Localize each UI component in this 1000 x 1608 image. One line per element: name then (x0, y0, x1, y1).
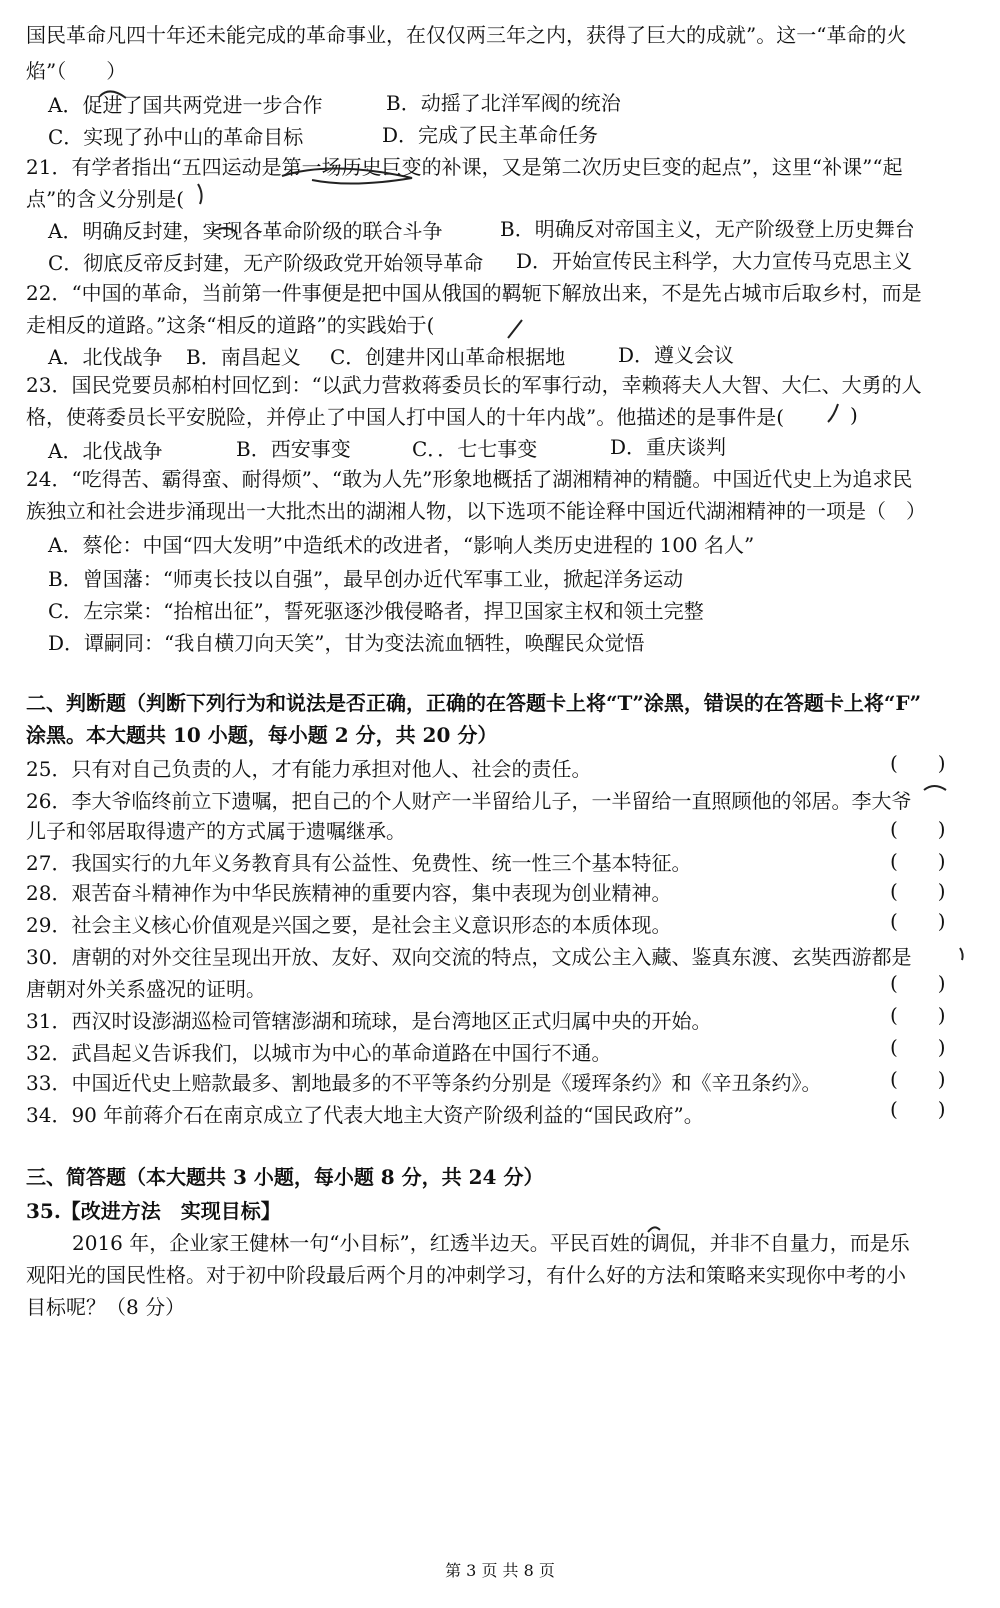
q30-answer-paren: ( ) (890, 971, 946, 995)
q31-text: 31．西汉时设澎湖巡检司管辖澎湖和琉球，是台湾地区正式归属中央的开始。 (26, 1009, 712, 1033)
q33-answer-paren: ( ) (890, 1067, 946, 1091)
pen-mark-q35 (648, 1227, 660, 1232)
q23-paren-close: ) (850, 403, 858, 427)
q35-title: 35.【改进方法 实现目标】 (26, 1199, 281, 1223)
q24-option-c: C．左宗棠：“抬棺出征”，誓死驱逐沙俄侵略者，捍卫国家主权和领土完整 (48, 599, 704, 623)
q26-text-line2: 儿子和邻居取得遗产的方式属于遗嘱继承。 (26, 819, 406, 843)
pen-mark-q21 (282, 168, 412, 183)
q20-stem-line1: 国民革命凡四十年还未能完成的革命事业，在仅仅两三年之内，获得了巨大的成就”。这一“革命的火 (26, 23, 907, 47)
q35-text-line1: 2016 年，企业家王健林一句“小目标”，红透半边天。平民百姓的调侃，并非不自量力，而是乐 (72, 1231, 910, 1255)
q28-answer-paren: ( ) (890, 879, 946, 903)
q20-stem-line2: 焰”（ ） (26, 59, 127, 83)
q35-text-line2: 观阳光的国民性格。对于初中阶段最后两个月的冲刺学习，有什么好的方法和策略来实现你中考的小 (26, 1263, 906, 1287)
q23-option-a: A．北伐战争 (48, 439, 163, 463)
q21-option-a: A．明确反封建，实现各革命阶级的联合斗争 (48, 219, 443, 243)
q24-option-b: B．曾国藩：“师夷长技以自强”，最早创办近代军事工业，掀起洋务运动 (48, 567, 684, 591)
pen-mark-q21-paren (198, 184, 202, 204)
q20-option-b: B．动摇了北洋军阀的统治 (386, 91, 621, 115)
q21-stem-line2: 点”的含义分别是( (26, 187, 185, 211)
q22-stem-line2: 走相反的道路。”这条“相反的道路”的实践始于( (26, 313, 435, 337)
q20-option-d: D．完成了民主革命任务 (382, 123, 599, 147)
q21-option-d: D．开始宣传民主科学，大力宣传马克思主义 (516, 249, 913, 273)
q20-option-c: C．实现了孙中山的革命目标 (48, 125, 304, 149)
q24-stem-line2: 族独立和社会进步涌现出一大批杰出的湖湘人物，以下选项不能诠释中国近代湖湘精神的一项是（ ） (26, 499, 926, 523)
pen-mark-q26 (924, 786, 946, 790)
q35-text-line3: 目标呢？（8 分） (26, 1295, 186, 1319)
q23-stem-line2: 格，使蒋委员长平安脱险，并停止了中国人打中国人的十年内战”。他描述的是事件是( (26, 405, 785, 429)
pen-mark-q22 (508, 320, 522, 338)
q23-option-c: C．．七七事变 (412, 437, 538, 461)
q23-option-b: B．西安事变 (236, 437, 351, 461)
pen-mark-q23 (828, 404, 838, 422)
pen-mark-q21-a (212, 228, 236, 232)
q22-option-a: A．北伐战争 (48, 345, 163, 369)
section2-heading-line1: 二、判断题（判断下列行为和说法是否正确，正确的在答题卡上将“T”涂黑，错误的在答题卡上将“F” (26, 691, 922, 715)
q21-option-c: C．彻底反帝反封建，无产阶级政党开始领导革命 (48, 251, 484, 275)
section3-heading: 三、简答题（本大题共 3 小题，每小题 8 分，共 24 分） (26, 1165, 544, 1189)
q21-option-b: B．明确反对帝国主义，无产阶级登上历史舞台 (500, 217, 915, 241)
q23-stem-line1: 23．国民党要员郝柏村回忆到：“以武力营救蒋委员长的军事行动，幸赖蒋夫人大智、大仁、大勇的人 (26, 373, 922, 397)
q20-option-a: A．促进了国共两党进一步合作 (48, 93, 323, 117)
pen-mark-q30 (960, 948, 963, 960)
q29-text: 29．社会主义核心价值观是兴国之要，是社会主义意识形态的本质体现。 (26, 913, 672, 937)
q22-option-c: C．创建井冈山革命根据地 (330, 345, 566, 369)
q34-text: 34．90 年前蒋介石在南京成立了代表大地主大资产阶级利益的“国民政府”。 (26, 1103, 704, 1127)
q32-text: 32．武昌起义告诉我们，以城市为中心的革命道路在中国行不通。 (26, 1041, 612, 1065)
q21-stem-line1: 21．有学者指出“五四运动是第一场历史巨变的补课，又是第二次历史巨变的起点”，这里“补课”“起 (26, 155, 903, 179)
q26-answer-paren: ( ) (890, 817, 946, 841)
q26-text-line1: 26．李大爷临终前立下遗嘱，把自己的个人财产一半留给儿子，一半留给一直照顾他的邻居。李大爷 (26, 789, 912, 813)
q27-text: 27．我国实行的九年义务教育具有公益性、免费性、统一性三个基本特征。 (26, 851, 692, 875)
q22-stem-line1: 22．“中国的革命，当前第一件事便是把中国从俄国的羁轭下解放出来，不是先占城市后取乡村，而是 (26, 281, 922, 305)
q23-option-d: D．重庆谈判 (610, 435, 727, 459)
q27-answer-paren: ( ) (890, 849, 946, 873)
q29-answer-paren: ( ) (890, 909, 946, 933)
q32-answer-paren: ( ) (890, 1035, 946, 1059)
q24-option-a: A．蔡伦：中国“四大发明”中造纸术的改进者，“影响人类历史进程的 100 名人” (48, 533, 755, 557)
q34-answer-paren: ( ) (890, 1097, 946, 1121)
page-number-footer: 第 3 页 共 8 页 (445, 1561, 555, 1580)
q28-text: 28．艰苦奋斗精神作为中华民族精神的重要内容，集中表现为创业精神。 (26, 881, 672, 905)
q25-text: 25．只有对自己负责的人，才有能力承担对他人、社会的责任。 (26, 757, 592, 781)
q25-answer-paren: ( ) (890, 751, 946, 775)
section2-heading-line2: 涂黑。本大题共 10 小题，每小题 2 分，共 20 分） (26, 723, 498, 747)
q24-option-d: D．谭嗣同：“我自横刀向天笑”，甘为变法流血牺牲，唤醒民众觉悟 (48, 631, 645, 655)
q30-text-line2: 唐朝对外关系盛况的证明。 (26, 977, 266, 1001)
pen-mark-q20 (100, 91, 126, 98)
q33-text: 33．中国近代史上赔款最多、割地最多的不平等条约分别是《瑷珲条约》和《辛丑条约》。 (26, 1071, 822, 1095)
q31-answer-paren: ( ) (890, 1003, 946, 1027)
q30-text-line1: 30．唐朝的对外交往呈现出开放、友好、双向交流的特点，文成公主入藏、鉴真东渡、玄奘西游都是 (26, 945, 912, 969)
q22-option-b: B．南昌起义 (186, 345, 301, 369)
q24-stem-line1: 24．“吃得苦、霸得蛮、耐得烦”、“敢为人先”形象地概括了湖湘精神的精髓。中国近代史上为追求民 (26, 467, 913, 491)
q22-option-d: D．遵义会议 (618, 343, 735, 367)
